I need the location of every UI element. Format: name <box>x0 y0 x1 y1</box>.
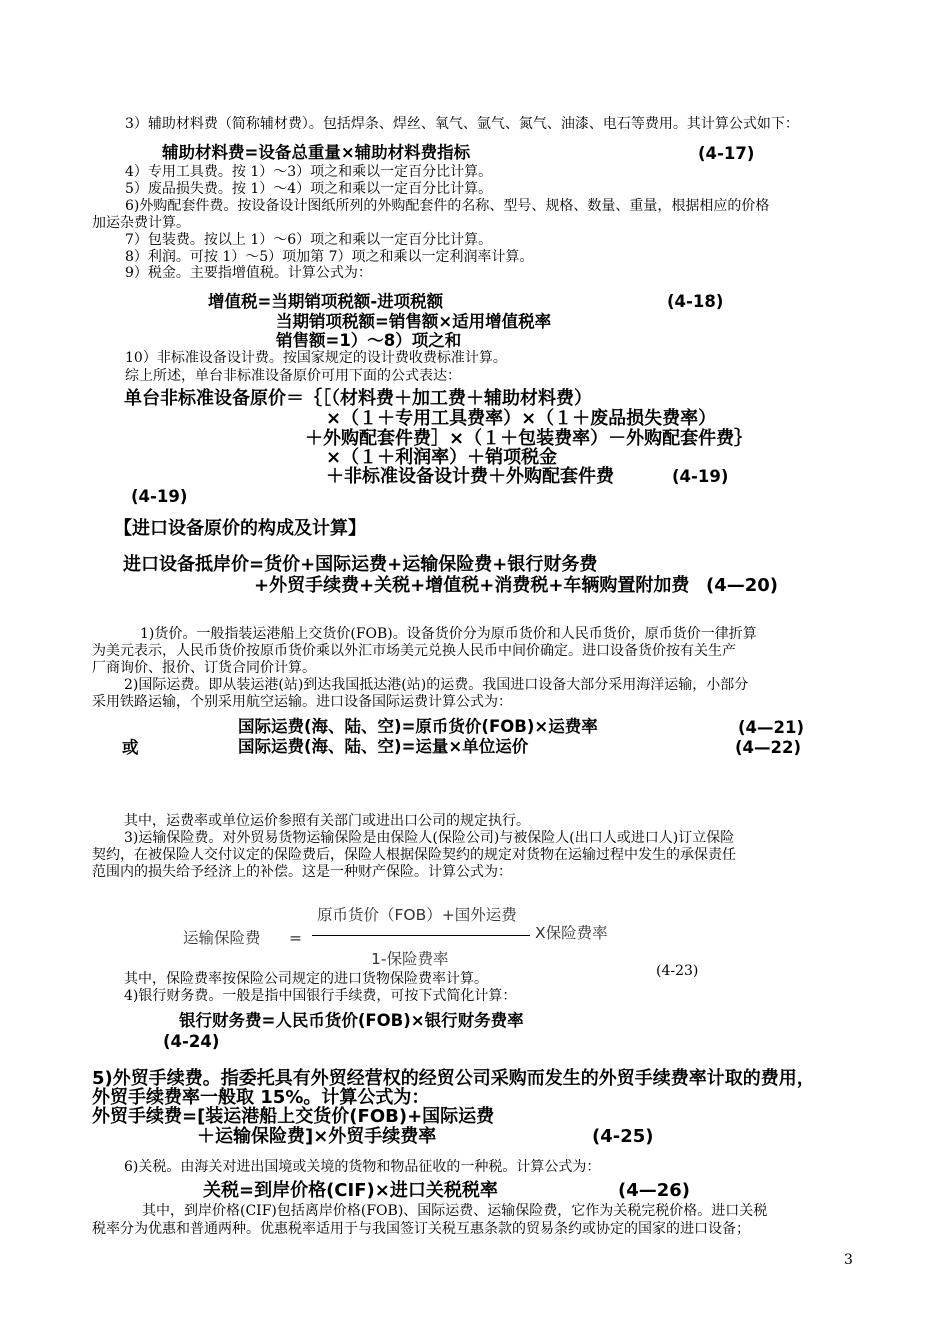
para-outsourced-parts-cont: 加运杂费计算。 <box>92 215 190 231</box>
para-intl-freight: 2)国际运费。即从装运港(站)到达我国抵达港(站)的运费。我国进口设备大部分采用海洋运输，小部分 <box>124 677 749 693</box>
formula-customs-duty: 关税=到岸价格(CIF)×进口关税税率 <box>203 1180 498 1201</box>
or-label: 或 <box>122 738 139 757</box>
formula-freight-rate: 国际运费(海、陆、空)=原币货价(FOB)×运费率 <box>238 717 598 736</box>
formula-sales: 销售额=1）～8）项之和 <box>276 331 462 350</box>
para-packaging: 7）包装费。按以上 1）～6）项之和乘以一定百分比计算。 <box>125 232 493 248</box>
formula-landed-price-cont: +外贸手续费+关税+增值税+消费税+车辆购置附加费 <box>254 575 690 596</box>
para-bank-fee: 4)银行财务费。一般是指中国银行手续费，可按下式简化计算： <box>124 988 517 1004</box>
formula-number: (4—22) <box>735 738 802 757</box>
formula-trade-fee: 外贸手续费=[装运港船上交货价(FOB)+国际运费 <box>92 1106 495 1127</box>
para-customs-duty: 6)关税。由海关对进出国境或关境的货物和物品征收的一种税。计算公式为： <box>124 1159 601 1175</box>
formula-nonstandard-line4: ×（１＋利润率）＋销项税金 <box>326 447 558 468</box>
para-profit: 8）利润。可按 1）～5）项加第 7）项之和乘以一定利润率计算。 <box>125 249 534 265</box>
formula-nonstandard-line5: ＋非标准设备设计费＋外购配套件费 <box>326 466 614 487</box>
para-insurance-cont: 契约，在被保险人交付议定的保险费后，保险人根据保险契约的规定对货物在运输过程中发生的承保责任 <box>92 847 736 863</box>
para-tool-cost: 4）专用工具费。按 1）～3）项之和乘以一定百分比计算。 <box>125 164 493 180</box>
para-insurance-rate: 其中，保险费率按保险公司规定的进口货物保险费率计算。 <box>124 971 488 987</box>
formula-bank-fee: 银行财务费=人民币货价(FOB)×银行财务费率 <box>179 1011 524 1030</box>
formula-aux-material: 辅助材料费=设备总重量×辅助材料费指标 <box>162 143 471 162</box>
para-tax: 9）税金。主要指增值税。计算公式为： <box>125 265 372 281</box>
formula-nonstandard-line1: 单台非标准设备原价＝｛［（材料费＋加工费＋辅助材料费） <box>124 388 592 409</box>
formula-number: (4-23) <box>656 963 699 979</box>
para-insurance: 3)运输保险费。对外贸易货物运输保险是由保险人(保险公司)与被保险人(出口人或进口人)订立保险 <box>124 830 735 846</box>
fraction-numerator: 原币货价（FOB）+国外运费 <box>317 906 517 924</box>
fraction-denominator: 1-保险费率 <box>371 950 449 968</box>
formula-number: (4—20) <box>706 575 779 596</box>
formula-output-tax: 当期销项税额=销售额×适用增值税率 <box>276 312 552 331</box>
clipped-formula-number: (4-24) <box>163 1032 220 1051</box>
fraction-equals: = <box>289 929 302 947</box>
para-trade-fee-cont: 外贸手续费率一般取 15%。计算公式为： <box>92 1087 430 1108</box>
formula-trade-fee-cont: ＋运输保险费]×外贸手续费率 <box>197 1126 437 1147</box>
para-goods-price-cont: 厂商询价、报价、订货合同价计算。 <box>92 660 316 676</box>
page-number: 3 <box>844 1252 853 1268</box>
formula-number: (4-25) <box>592 1126 654 1147</box>
formula-nonstandard-line2: ×（１＋专用工具费率）×（１＋废品损失费率） <box>326 408 717 429</box>
formula-nonstandard-line3: ＋外购配套件费］×（１＋包装费率）－外购配套件费｝ <box>305 428 753 449</box>
formula-number: (4-17) <box>698 144 755 163</box>
formula-number: (4—26) <box>618 1180 691 1201</box>
para-freight-note: 其中，运费率或单位运价参照有关部门或进出口公司的规定执行。 <box>124 813 530 829</box>
formula-number: (4-19) <box>672 467 729 486</box>
para-goods-price-cont: 为美元表示，人民币货价按原币货价乘以外汇市场美元兑换人民币中间价确定。进口设备货价按有关生产 <box>92 643 736 659</box>
formula-number: (4—21) <box>738 718 805 737</box>
formula-number: (4-19) <box>131 487 188 506</box>
formula-number: (4-18) <box>667 292 724 311</box>
para-aux-material: 3）辅助材料费（简称辅材费）。包括焊条、焊丝、氧气、氩气、氮气、油漆、电石等费用。其计算公式如下： <box>125 116 799 132</box>
para-cif-cont: 税率分为优惠和普通两种。优惠税率适用于与我国签订关税互惠条款的贸易条约或协定的国家的进口设备； <box>92 1221 750 1237</box>
formula-landed-price: 进口设备抵岸价=货价+国际运费+运输保险费+银行财务费 <box>123 554 598 575</box>
para-intl-freight-cont: 采用铁路运输，个别采用航空运输。进口设备国际运费计算公式为： <box>92 694 512 710</box>
para-goods-price: 1)货价。一般指装运港船上交货价(FOB)。设备货价分为原币货价和人民币货价，原币货价一律折算 <box>140 626 757 642</box>
section-heading: 【进口设备原价的构成及计算】 <box>114 518 366 539</box>
para-scrap-loss: 5）废品损失费。按 1）～4）项之和乘以一定百分比计算。 <box>125 181 493 197</box>
para-outsourced-parts: 6)外购配套件费。按设备设计图纸所列的外购配套件的名称、型号、规格、数量、重量，根据相应的价格 <box>125 198 770 214</box>
formula-vat: 增值税=当期销项税额-进项税额 <box>208 292 444 311</box>
para-trade-fee: 5)外贸手续费。指委托具有外贸经营权的经贸公司采购而发生的外贸手续费率计取的费用， <box>92 1068 815 1089</box>
para-cif: 其中，到岸价格(CIF)包括离岸价格(FOB)、国际运费、运输保险费，它作为关税完税价格。进口关税 <box>142 1203 768 1219</box>
formula-freight-volume: 国际运费(海、陆、空)=运量×单位运价 <box>238 737 529 756</box>
fraction-lhs: 运输保险费 <box>183 929 261 947</box>
fraction-bar <box>312 935 530 936</box>
para-insurance-cont: 范围内的损失给予经济上的补偿。这是一种财产保险。计算公式为： <box>92 864 512 880</box>
fraction-multiplier: X保险费率 <box>535 924 608 942</box>
para-design-fee: 10）非标准设备设计费。按国家规定的设计费收费标准计算。 <box>125 350 507 366</box>
para-summary: 综上所述，单台非标准设备原价可用下面的公式表达： <box>125 368 461 384</box>
